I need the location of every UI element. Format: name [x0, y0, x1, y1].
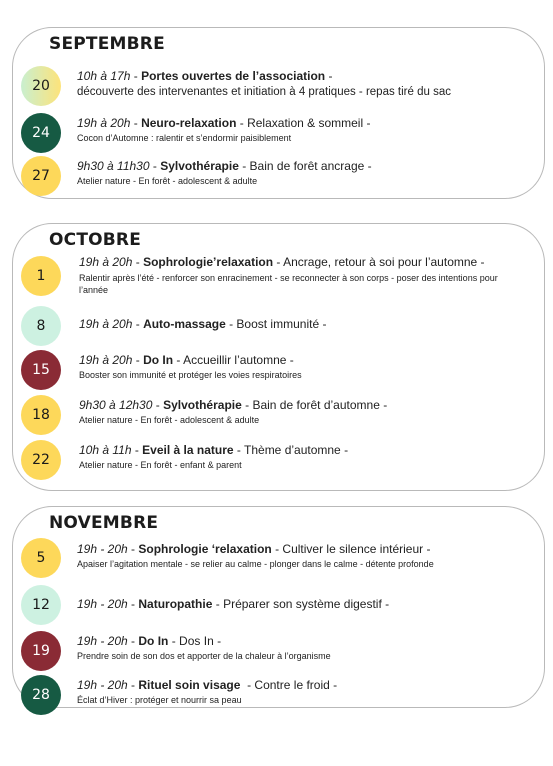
event-item [21, 250, 544, 304]
event-subtitle: - Contre le froid - [240, 678, 338, 692]
event-subtitle: - Préparer son système digestif - [212, 597, 390, 611]
event-name: Eveil à la nature [142, 443, 234, 457]
date-badge [21, 631, 61, 671]
month-title: SEPTEMBRE [49, 34, 165, 54]
event-description: Prendre soin de son dos et apporter de la chaleur à l’organisme [77, 651, 331, 661]
event-name: Portes ouvertes de l’association [141, 69, 326, 83]
month-card-september [12, 27, 545, 199]
event-time: 9h30 à 11h30 [77, 159, 150, 173]
event-name: Sophrologie ‘relaxation [138, 542, 272, 556]
event-subtitle: - Bain de forêt ancrage - [238, 159, 372, 173]
date-badge [21, 306, 61, 346]
event-name: Auto-massage [143, 317, 226, 331]
event-description: Atelier nature - En forêt - enfant & parent [79, 460, 242, 470]
event-item [21, 111, 544, 155]
event-name: Neuro-relaxation [141, 116, 237, 130]
separator: - [127, 542, 139, 556]
date-number: 15 [32, 362, 50, 378]
event-subtitle: - [325, 69, 333, 83]
event-subtitle: - Boost immunité - [225, 317, 327, 331]
event-headline [77, 597, 389, 611]
event-name: Naturopathie [138, 597, 213, 611]
date-number: 1 [36, 268, 46, 284]
separator: - [132, 317, 144, 331]
event-time: 19h - 20h [77, 678, 128, 692]
event-headline [77, 116, 370, 130]
event-time: 19h - 20h [77, 634, 128, 648]
date-number: 18 [32, 407, 50, 423]
event-description: Booster son immunité et protéger les voies respiratoires [79, 370, 302, 380]
date-badge [21, 66, 61, 106]
event-time: 19h à 20h [79, 317, 133, 331]
event-description: Apaiser l’agitation mentale - se relier au calme - plonger dans le calme - détente profonde [77, 559, 434, 569]
event-headline [79, 255, 485, 269]
separator: - [130, 69, 142, 83]
month-title: OCTOBRE [49, 230, 142, 250]
event-item [21, 154, 544, 198]
event-item [21, 64, 544, 108]
event-headline [77, 159, 372, 173]
separator: - [130, 116, 142, 130]
month-card-november [12, 506, 545, 708]
event-name: Rituel soin visage [138, 678, 241, 692]
event-headline [79, 443, 348, 457]
separator: - [152, 398, 164, 412]
event-description: Atelier nature - En forêt - adolescent & adulte [79, 415, 260, 425]
event-headline [79, 398, 387, 412]
event-description: Ralentir après l’été - renforcer son enracinement - se reconnecter à son corps - poser des intentions pour l’année [79, 273, 498, 295]
separator: - [131, 443, 143, 457]
date-number: 8 [36, 318, 46, 334]
event-time: 19h à 20h [79, 353, 133, 367]
event-description: Éclat d’Hiver : protéger et nourrir sa peau [77, 695, 242, 705]
event-headline [77, 542, 430, 556]
separator: - [132, 353, 144, 367]
separator: - [127, 678, 139, 692]
date-number: 24 [32, 125, 50, 141]
event-time: 19h - 20h [77, 597, 128, 611]
event-time: 19h à 20h [77, 116, 131, 130]
date-number: 22 [32, 452, 50, 468]
date-number: 28 [32, 687, 50, 703]
event-time: 19h - 20h [77, 542, 128, 556]
event-subtitle: - Accueillir l’automne - [173, 353, 294, 367]
event-item [21, 393, 544, 437]
event-headline [77, 634, 221, 648]
event-subtitle: - Cultiver le silence intérieur - [271, 542, 431, 556]
event-description: Cocon d’Automne : ralentir et s’endormir paisiblement [77, 133, 292, 143]
event-headline [77, 69, 332, 83]
separator: - [127, 634, 139, 648]
event-subtitle: - Ancrage, retour à soi pour l’automne - [273, 255, 485, 269]
date-number: 27 [32, 168, 50, 184]
event-description: Atelier nature - En forêt - adolescent & adulte [77, 176, 258, 186]
date-badge [21, 585, 61, 625]
event-item [21, 535, 544, 579]
event-item [21, 304, 544, 344]
date-badge [21, 395, 61, 435]
date-badge [21, 256, 61, 296]
event-time: 10h à 11h [79, 443, 132, 457]
event-item [21, 348, 544, 392]
month-title: NOVEMBRE [49, 513, 159, 533]
event-headline [79, 317, 326, 331]
event-subtitle: - Relaxation & sommeil - [236, 116, 371, 130]
date-badge [21, 156, 61, 196]
event-subtitle: - Bain de forêt d’automne - [241, 398, 388, 412]
event-name: Sylvothérapie [163, 398, 242, 412]
event-subtitle: - Thème d’automne - [233, 443, 349, 457]
event-item [21, 583, 544, 623]
month-card-october [12, 223, 545, 491]
event-description: découverte des intervenantes et initiation à 4 pratiques - repas tiré du sac [77, 86, 451, 98]
date-number: 20 [32, 78, 50, 94]
event-item [21, 438, 544, 482]
separator: - [149, 159, 161, 173]
event-item [21, 673, 544, 717]
event-name: Do In [138, 634, 169, 648]
separator: - [127, 597, 139, 611]
date-badge [21, 538, 61, 578]
date-badge [21, 350, 61, 390]
event-time: 10h à 17h [77, 69, 131, 83]
event-time: 9h30 à 12h30 [79, 398, 153, 412]
date-number: 5 [36, 550, 46, 566]
date-number: 19 [32, 643, 50, 659]
event-headline [77, 678, 337, 692]
separator: - [132, 255, 144, 269]
date-badge [21, 440, 61, 480]
event-time: 19h à 20h [79, 255, 133, 269]
event-headline [79, 353, 294, 367]
event-name: Do In [143, 353, 174, 367]
date-number: 12 [32, 597, 50, 613]
event-subtitle: - Dos In - [168, 634, 222, 648]
event-item [21, 629, 544, 673]
event-name: Sophrologie’relaxation [143, 255, 274, 269]
event-name: Sylvothérapie [160, 159, 239, 173]
date-badge [21, 675, 61, 715]
date-badge [21, 113, 61, 153]
